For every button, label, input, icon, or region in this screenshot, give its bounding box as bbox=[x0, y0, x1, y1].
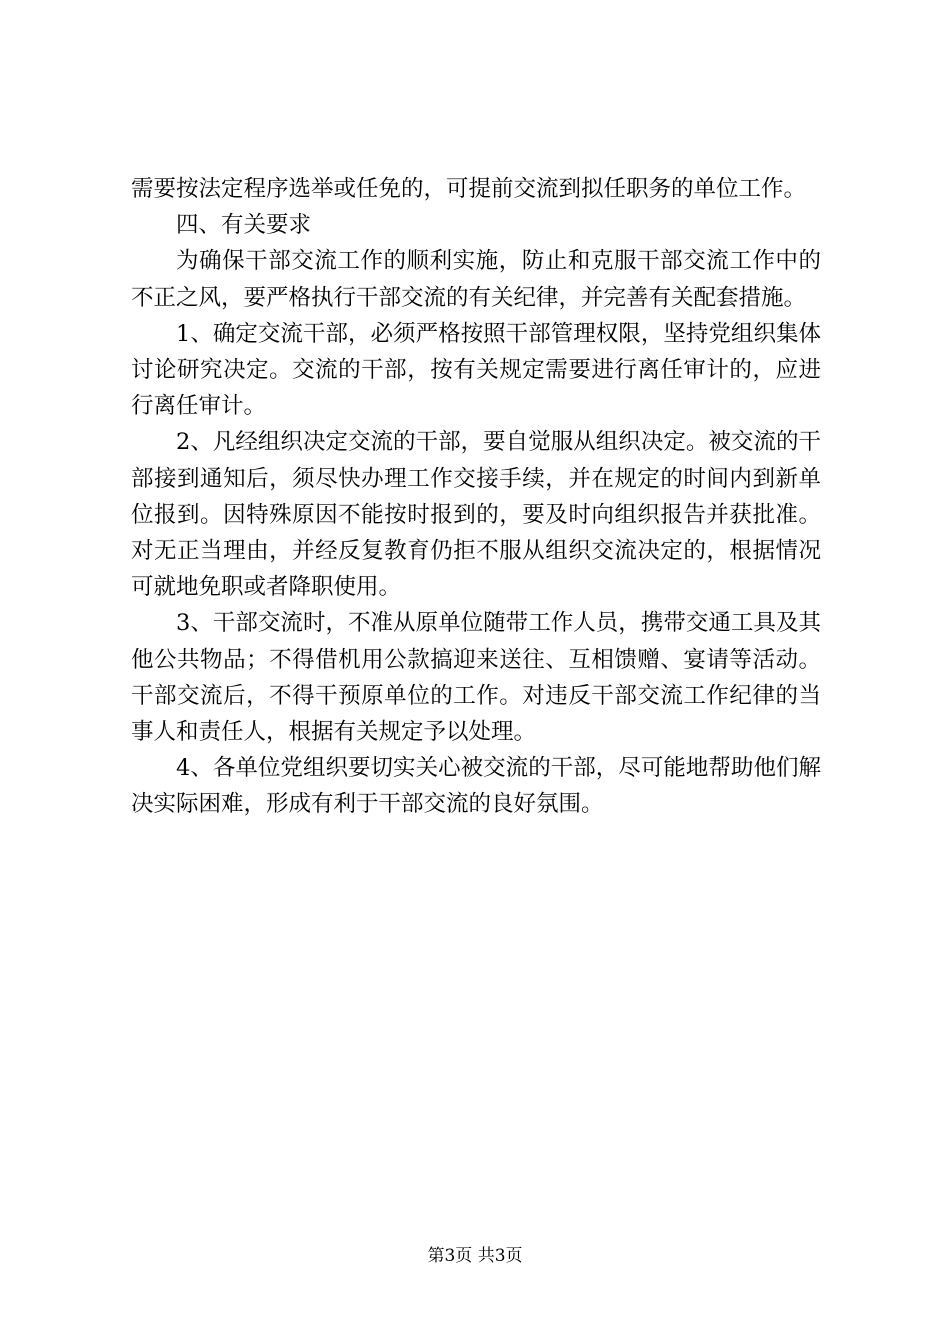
paragraph-item-4: 4、各单位党组织要切实关心被交流的干部，尽可能地帮助他们解决实际困难，形成有利于干部交流的良好氛围。 bbox=[131, 755, 821, 818]
page-footer bbox=[0, 1245, 950, 1267]
paragraph-item-1: 1、确定交流干部，必须严格按照干部管理权限，坚持党组织集体讨论研究决定。交流的干部，按有关规定需要进行离任审计的，应进行离任审计。 bbox=[131, 320, 821, 420]
paragraph-item-2: 2、凡经组织决定交流的干部，要自觉服从组织决定。被交流的干部接到通知后，须尽快办理工作交接手续，并在规定的时间内到新单位报到。因特殊原因不能按时报到的，要及时向组织报告并获批准。对无正当理由，并经反复教育仍拒不服从组织交流决定的，根据情况可就地免职或者降职使用。 bbox=[131, 429, 821, 601]
document-body bbox=[131, 171, 821, 823]
paragraph-item-3: 3、干部交流时，不准从原单位随带工作人员，携带交通工具及其他公共物品；不得借机用公款搞迎来送往、互相馈赠、宴请等活动。干部交流后，不得干预原单位的工作。对违反干部交流工作纪律的当事人和责任人，根据有关规定予以处理。 bbox=[131, 610, 821, 746]
paragraph-intro: 为确保干部交流工作的顺利实施，防止和克服干部交流工作中的不正之风，要严格执行干部交流的有关纪律，并完善有关配套措施。 bbox=[131, 248, 821, 311]
page-number-label: 第3页 共3页 bbox=[427, 1246, 523, 1266]
section-heading-requirements: 四、有关要求 bbox=[176, 212, 312, 239]
paragraph-continuation: 需要按法定程序选举或任免的，可提前交流到拟任职务的单位工作。 bbox=[131, 176, 807, 202]
